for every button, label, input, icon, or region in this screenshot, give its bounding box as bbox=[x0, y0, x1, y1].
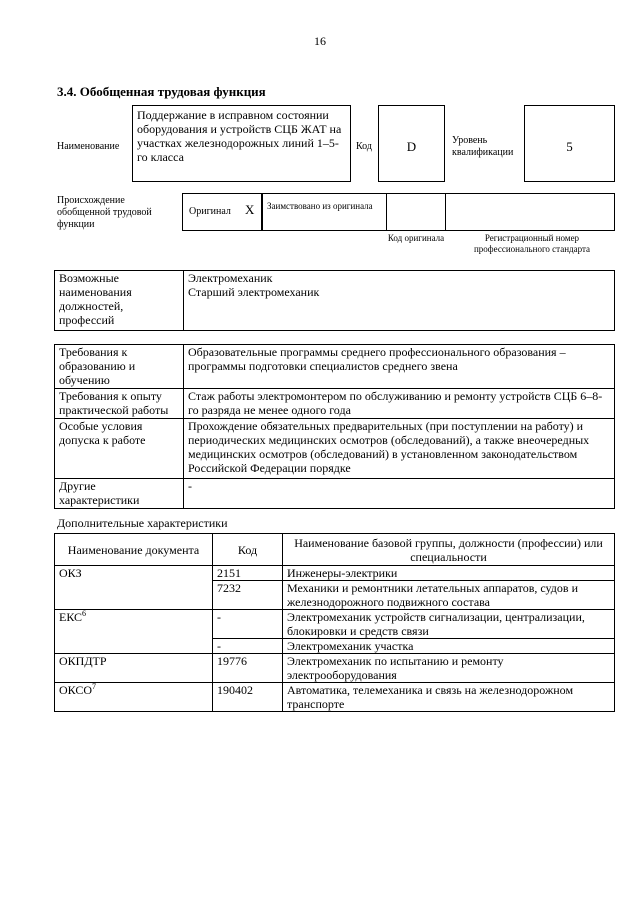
okpdtr-code: 19776 bbox=[213, 654, 283, 683]
code-value: D bbox=[406, 139, 417, 154]
positions-label: Возможные наименования должностей, профессий bbox=[55, 271, 184, 331]
additional-title: Дополнительные характеристики bbox=[57, 516, 228, 530]
origin-reg-box bbox=[445, 193, 615, 231]
position-item: Электромеханик bbox=[188, 271, 273, 285]
okz-name: Инженеры-электрики bbox=[283, 566, 615, 581]
level-label: Уровень квалификации bbox=[452, 135, 514, 158]
level-value-box bbox=[524, 105, 615, 182]
reg-caption: Регистрационный номер профессионального стандарта bbox=[473, 233, 591, 254]
eks-doc: ЕКС$^6$ bbox=[55, 610, 213, 654]
original-mark: X bbox=[245, 202, 255, 217]
position-item: Старший электромеханик bbox=[188, 285, 320, 299]
eks-code: - bbox=[213, 610, 283, 639]
okz-code: 7232 bbox=[213, 581, 283, 610]
name-value-box bbox=[132, 105, 351, 182]
origin-original-box bbox=[182, 193, 262, 231]
name-label: Наименование bbox=[57, 141, 120, 152]
level-value: 5 bbox=[566, 139, 573, 154]
req-conditions-label: Особые условия допуска к работе bbox=[55, 419, 184, 479]
origin-code-box bbox=[386, 193, 446, 231]
requirements-table bbox=[54, 344, 615, 509]
code-value-box bbox=[378, 105, 445, 182]
okso-name: Автоматика, телемеханика и связь на железнодорожном транспорте bbox=[283, 683, 615, 712]
okso-doc: ОКСО$^7$ bbox=[55, 683, 213, 712]
name-value: Поддержание в исправном состоянии оборудования и устройств СЦБ ЖАТ на участках железнодорожных линий 1–5-го класса bbox=[137, 108, 342, 164]
col-doc-header: Наименование документа bbox=[55, 534, 213, 566]
eks-code: - bbox=[213, 639, 283, 654]
borrowed-label: Заимствовано из оригинала bbox=[267, 201, 373, 211]
additional-table bbox=[54, 533, 615, 712]
okpdtr-doc: ОКПДТР bbox=[55, 654, 213, 683]
col-code-header: Код bbox=[213, 534, 283, 566]
page-number: 16 bbox=[314, 34, 326, 48]
code-caption: Код оригинала bbox=[387, 233, 445, 243]
eks-name: Электромеханик участка bbox=[283, 639, 615, 654]
origin-label: Происхождение обобщенной трудовой функции bbox=[57, 195, 152, 230]
req-experience-label: Требования к опыту практической работы bbox=[55, 389, 184, 419]
okpdtr-name: Электромеханик по испытанию и ремонту электрооборудования bbox=[283, 654, 615, 683]
original-label: Оригинал bbox=[189, 206, 231, 217]
req-experience-value: Стаж работы электромонтером по обслуживанию и ремонту устройств СЦБ 6–8-го разряда не менее одного года bbox=[184, 389, 615, 419]
okso-footnote: 7 bbox=[92, 682, 97, 691]
col-name-header: Наименование базовой группы, должности (профессии) или специальности bbox=[283, 534, 615, 566]
okso-code: 190402 bbox=[213, 683, 283, 712]
req-other-value: - bbox=[184, 479, 615, 509]
req-other-label: Другие характеристики bbox=[55, 479, 184, 509]
origin-borrowed-box bbox=[262, 193, 387, 231]
positions-table bbox=[54, 270, 615, 331]
section-title: 3.4. Обобщенная трудовая функция bbox=[57, 84, 266, 99]
req-education-label: Требования к образованию и обучению bbox=[55, 345, 184, 389]
okz-doc: ОКЗ bbox=[55, 566, 213, 610]
okz-code: 2151 bbox=[213, 566, 283, 581]
positions-values bbox=[184, 271, 615, 331]
req-conditions-value: Прохождение обязательных предварительных (при поступлении на работу) и периодических медицинских осмотров (обследований), а также внеочередных медицинских осмотров (обследований) в установленном законодательством Российской Федерации порядке bbox=[184, 419, 615, 479]
eks-name: Электромеханик устройств сигнализации, централизации, блокировки и средств связи bbox=[283, 610, 615, 639]
eks-footnote: 6 bbox=[82, 609, 87, 618]
okz-name: Механики и ремонтники летательных аппаратов, судов и железнодорожного подвижного состава bbox=[283, 581, 615, 610]
code-label: Код bbox=[356, 141, 372, 152]
req-education-value: Образовательные программы среднего профессионального образования – программы подготовки специалистов среднего звена bbox=[184, 345, 615, 389]
